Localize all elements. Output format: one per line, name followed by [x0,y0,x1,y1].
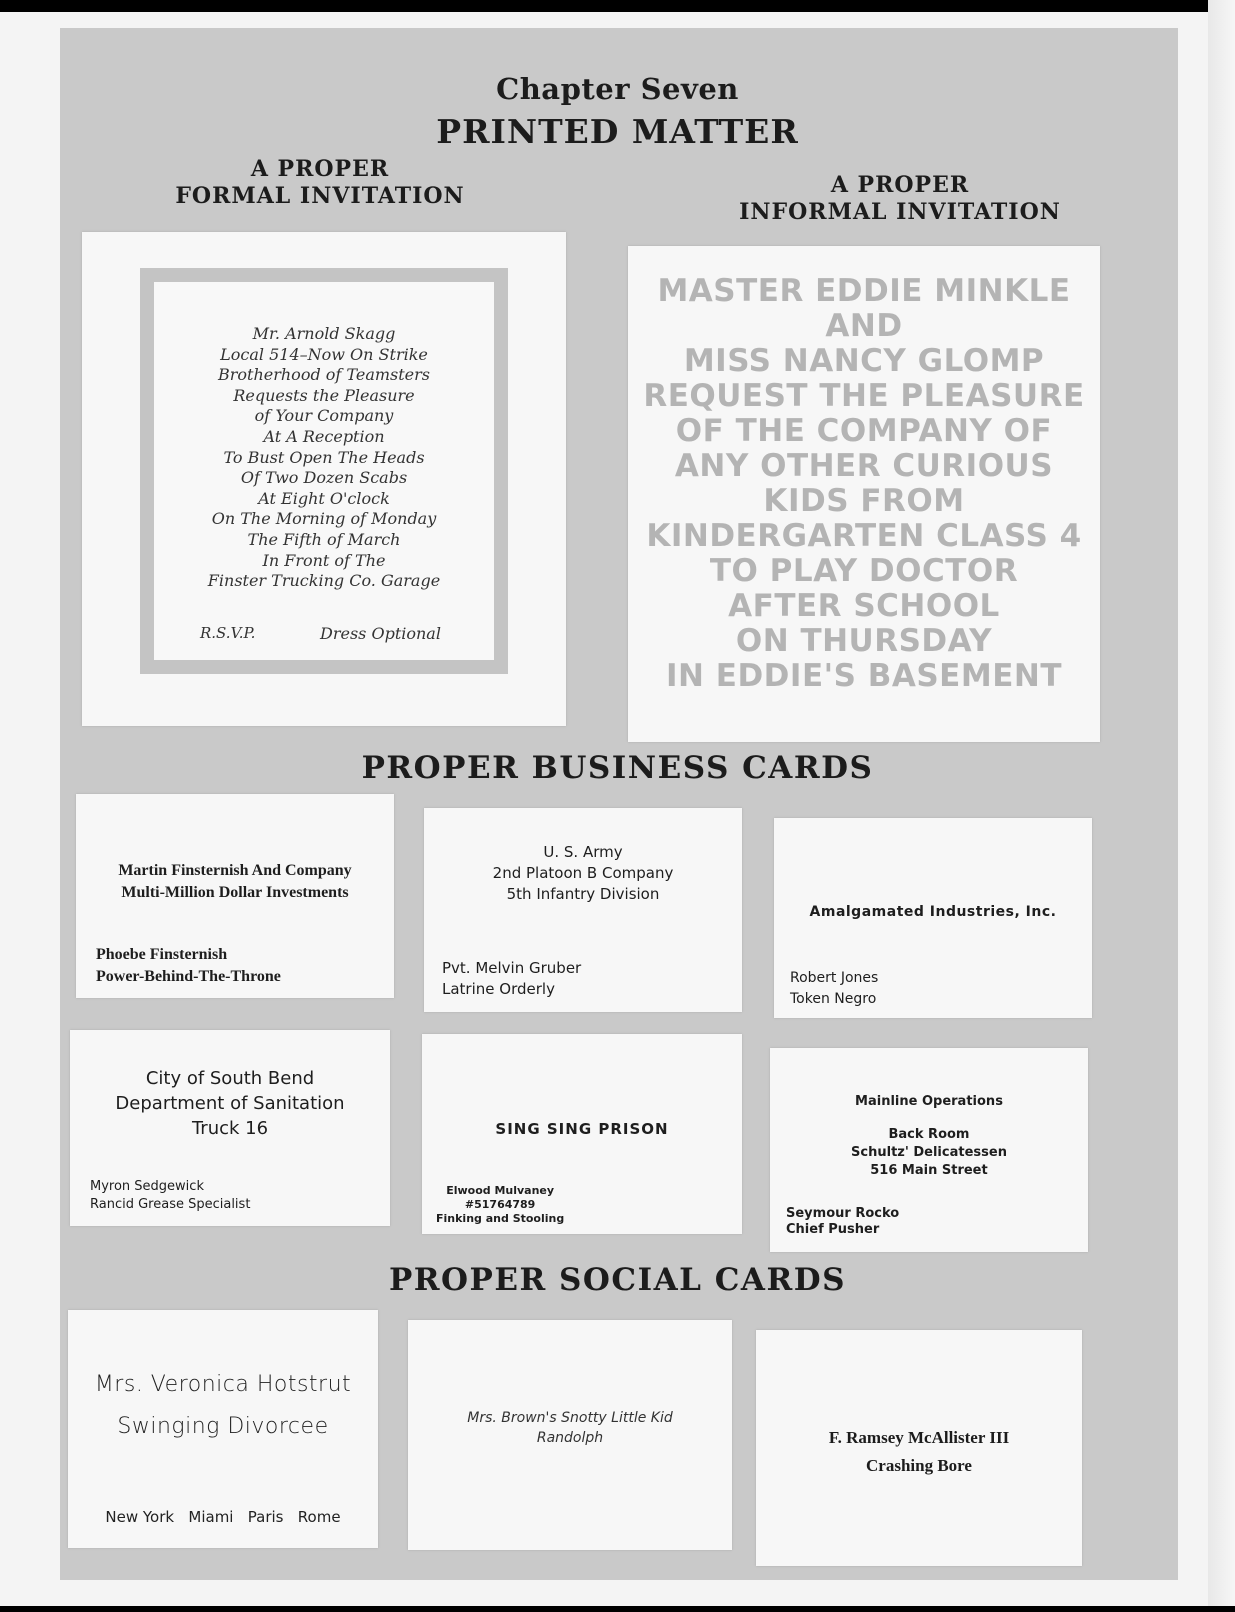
formal-line: The Fifth of March [247,529,401,549]
card-line: Randolph [536,1430,604,1446]
card-person [786,1206,899,1238]
social-cards-heading: PROPER SOCIAL CARDS [388,1262,847,1298]
business-card-army [424,808,742,1012]
business-card-sanitation [70,1030,390,1226]
social-card-text [408,1408,732,1448]
card-line: 5th Infantry Division [506,885,660,903]
formal-invitation-text [154,324,494,592]
bottom-border [0,1606,1235,1612]
informal-line: IN EDDIE'S BASEMENT [666,658,1062,694]
informal-line: OF THE COMPANY OF [675,413,1053,449]
page-title: PRINTED MATTER [436,112,799,151]
chapter-heading: Chapter Seven [496,72,739,106]
card-line: Robert Jones [790,970,879,986]
card-line: Crashing Bore [866,1456,972,1475]
social-card-cities: New York Miami Paris Rome [105,1508,341,1526]
card-line: Seymour Rocko [786,1206,900,1221]
informal-line: ON THURSDAY [735,623,993,659]
informal-invitation-card [628,246,1100,742]
social-card-text [756,1424,1082,1480]
informal-invitation-text [628,274,1100,694]
card-line: Multi-Million Dollar Investments [121,884,349,901]
card-person [90,1178,250,1214]
card-line: Department of Sanitation [115,1093,345,1114]
card-line: Latrine Orderly [442,980,555,998]
card-company [424,842,742,905]
informal-line: MISS NANCY GLOMP [683,343,1045,379]
business-card-finsternish [76,794,394,998]
card-line: Back Room [888,1127,970,1142]
card-line: Elwood Mulvaney [446,1184,555,1197]
formal-line: Requests the Pleasure [233,385,415,405]
dress-note: Dress Optional [320,624,441,643]
card-line: Martin Finsternish And Company [118,862,352,879]
card-company [70,1066,390,1141]
formal-line: Local 514–Now On Strike [220,344,428,364]
formal-invitation-heading [110,156,530,210]
card-company [76,860,394,904]
card-line: Chief Pusher [786,1222,880,1237]
formal-heading-line2: FORMAL INVITATION [175,183,465,209]
formal-line: At A Reception [263,426,385,446]
formal-line: Finster Trucking Co. Garage [207,571,441,591]
card-company [774,904,1092,920]
informal-line: AFTER SCHOOL [728,588,1000,624]
card-company [770,1094,1088,1109]
card-line: Amalgamated Industries, Inc. [809,904,1057,920]
business-card-mainline [770,1048,1088,1252]
formal-invitation-frame [140,268,508,674]
social-card-hotstrut [68,1310,378,1548]
card-line: Mainline Operations [855,1094,1003,1109]
card-line: Myron Sedgewick [90,1179,204,1194]
card-line: Truck 16 [191,1118,269,1139]
card-line: #51764789 [464,1198,536,1211]
informal-heading-line2: INFORMAL INVITATION [739,199,1061,225]
card-line: Phoebe Finsternish [96,946,228,963]
card-line: Finking and Stooling [436,1212,565,1225]
formal-line: At Eight O'clock [258,488,390,508]
card-line: 2nd Platoon B Company [492,864,674,882]
card-line: SING SING PRISON [495,1120,669,1138]
card-line: City of South Bend [145,1068,315,1089]
card-person [96,944,281,988]
card-line: Pvt. Melvin Gruber [442,959,582,977]
informal-line: TO PLAY DOCTOR [709,553,1019,589]
informal-line: AND [825,308,903,344]
formal-line: In Front of The [262,550,386,570]
card-address [770,1126,1088,1180]
social-card-text [68,1364,378,1448]
informal-line: KIDS FROM [763,483,965,519]
informal-line: MASTER EDDIE MINKLE [657,273,1071,309]
card-line: Rancid Grease Specialist [90,1197,251,1212]
informal-heading-line1: A PROPER [830,172,970,198]
informal-line: KINDERGARTEN CLASS 4 [646,518,1082,554]
informal-invitation-heading [680,172,1120,226]
card-line: Mrs. Brown's Snotty Little Kid [467,1410,673,1426]
card-line: Power-Behind-The-Throne [96,968,281,985]
card-company [422,1120,742,1138]
card-line: 516 Main Street [870,1163,988,1178]
formal-line: Brotherhood of Teamsters [217,365,430,385]
formal-line: To Bust Open The Heads [223,447,425,467]
business-card-sing-sing [422,1034,742,1234]
card-line: F. Ramsey McAllister III [828,1428,1010,1447]
card-line: Swinging Divorcee [117,1414,329,1439]
card-line: Schultz' Delicatessen [851,1145,1007,1160]
right-edge [1208,0,1235,1612]
card-person [436,1184,564,1226]
social-card-randolph [408,1320,732,1550]
card-line: Mrs. Veronica Hotstrut [94,1372,352,1397]
informal-line: ANY OTHER CURIOUS [674,448,1054,484]
formal-line: of Your Company [254,406,394,426]
formal-line: Of Two Dozen Scabs [240,468,408,488]
card-person [790,968,878,1010]
rsvp-note: R.S.V.P. [200,624,256,642]
card-person [442,958,581,1000]
formal-heading-line1: A PROPER [250,156,390,182]
social-card-mcallister [756,1330,1082,1566]
business-card-amalgamated [774,818,1092,1018]
card-line: Token Negro [790,991,877,1007]
business-cards-heading: PROPER BUSINESS CARDS [361,750,874,786]
informal-line: REQUEST THE PLEASURE [643,378,1085,414]
formal-invitation-card [82,232,566,726]
formal-line: On The Morning of Monday [211,509,437,529]
top-border [0,0,1235,12]
card-line: U. S. Army [543,843,623,861]
formal-line: Mr. Arnold Skagg [252,324,396,343]
